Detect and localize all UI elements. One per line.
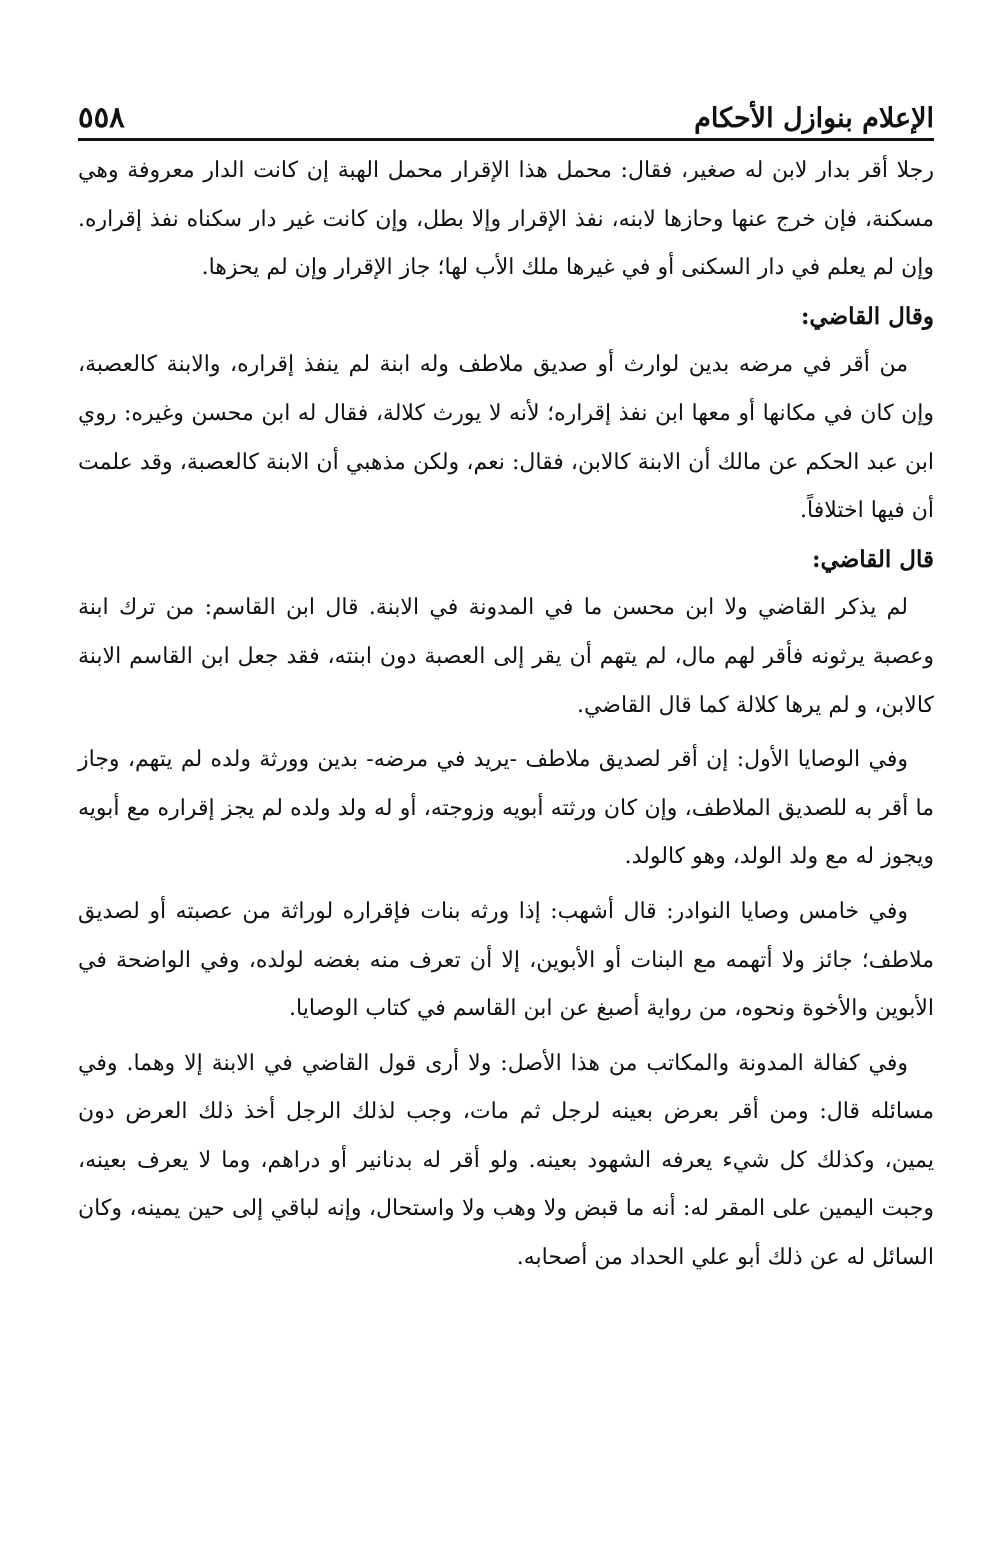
paragraph: لم يذكر القاضي ولا ابن محسن ما في المدونة في الابنة. قال ابن القاسم: من ترك ابنة وعصبة يرثونه فأقر لهم مال، لم يتهم أن يقر إلى العصبة دون ابنته، فقد جعل ابن القاسم الابنة كالابن، و لم يرها كلالة كما قال القاضي. <box>78 595 934 718</box>
running-title: الإعلام بنوازل الأحكام <box>694 103 934 134</box>
section-heading: وقال القاضي: <box>800 302 934 330</box>
section-heading: قال القاضي: <box>812 545 934 573</box>
paragraph: وفي كفالة المدونة والمكاتب من هذا الأصل: ولا أرى قول القاضي في الابنة إلا وهما. وفي مسائله قال: ومن أقر بعرض بعينه لرجل ثم مات، وجب لذلك الرجل أخذ ذلك العرض دون يمين، وكذلك كل شيء يعرفه الشهود بعينه. ولو أقر له بدنانير أو دراهم، وما لا يعرف بعينه، وجبت اليمين على المقر له: أنه ما قبض ولا وهب ولا واستحال، وإنه لباقي إلى حين يمينه، وكان السائل له عن ذلك أبو علي الحداد من أصحابه. <box>78 1050 934 1271</box>
paragraph: وفي خامس وصايا النوادر: قال أشهب: إذا ورثه بنات فإقراره لوراثة من عصبته أو لصديق ملاطف؛ جائز ولا أتهمه مع البنات أو الأبوين، إلا أن تعرف منه بغضه لولده، وفي الواضحة في الأبوين والأخوة ونحوه، من رواية أصبغ عن ابن القاسم في كتاب الوصايا. <box>78 898 934 1022</box>
page-body <box>78 147 934 1283</box>
paragraph: رجلا أقر بدار لابن له صغير، فقال: محمل هذا الإقرار محمل الهبة إن كانت الدار معروفة وهي مسكنة، فإن خرج عنها وحازها لابنه، نفذ الإقرار وإلا بطل، وإن كانت غير دار سكناه نفذ إقراره. وإن لم يعلم في دار السكنى أو في غيرها ملك الأب لها؛ جاز الإقرار وإن لم يحزها. <box>78 158 934 281</box>
page-header <box>78 88 934 141</box>
page-number: ٥٥٨ <box>78 100 125 134</box>
book-page <box>78 88 934 1283</box>
paragraph: من أقر في مرضه بدين لوارث أو صديق ملاطف وله ابنة لم ينفذ إقراره، والابنة كالعصبة، وإن كان في مكانها أو معها ابن نفذ إقراره؛ لأنه لا يورث كلالة، فقال له ابن محسن وغيره: روي ابن عبد الحكم عن مالك أن الابنة كالابن، فقال: نعم، ولكن مذهبي أن الابنة كالعصبة، وقد علمت أن فيها اختلافاً. <box>78 352 934 524</box>
paragraph: وفي الوصايا الأول: إن أقر لصديق ملاطف -يريد في مرضه- بدين وورثة ولده لم يتهم، وجاز ما أقر به للصديق الملاطف، وإن كان ورثته أبويه وزوجته، أو له ولد ولده لم يجز إقراره مع أبويه ويجوز له مع ولد الولد، وهو كالولد. <box>78 747 934 870</box>
